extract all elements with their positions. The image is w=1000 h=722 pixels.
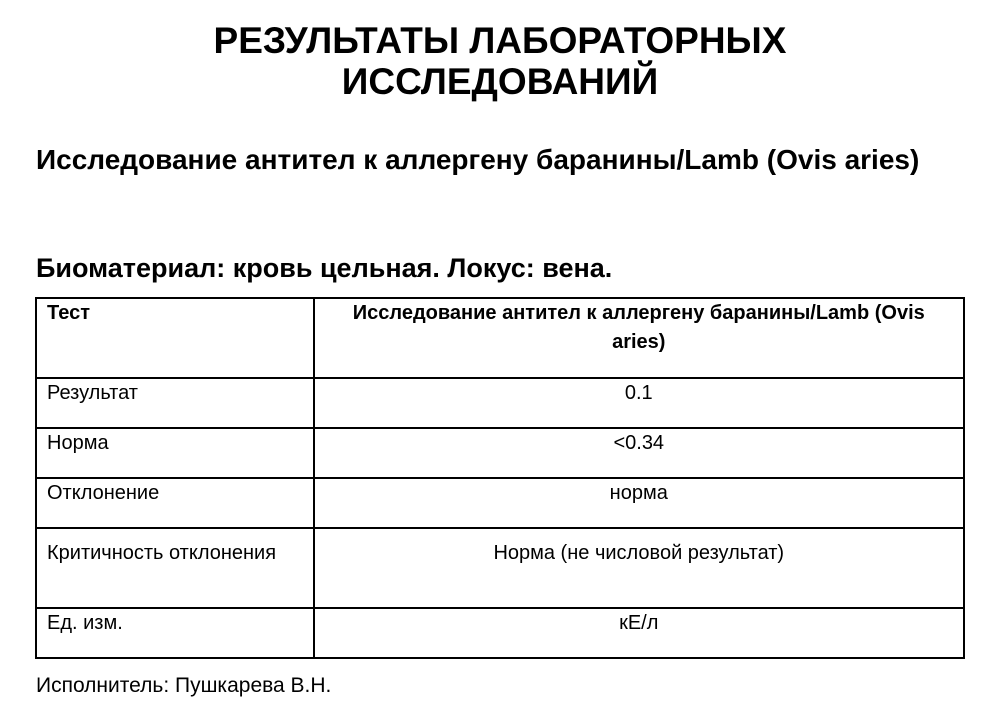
row-label: Результат: [36, 378, 314, 428]
study-title: Исследование антител к аллергену баранины/Lamb (Ovis aries): [36, 144, 920, 175]
table-header-row: [36, 298, 964, 378]
row-value: норма: [314, 478, 964, 528]
report-title-line-2: ИССЛЕДОВАНИЙ: [341, 61, 659, 102]
row-label: Ед. изм.: [36, 608, 314, 658]
report-title: [0, 20, 1000, 102]
header-test-name: Исследование антител к аллергену баранины/Lamb (Ovis aries): [314, 298, 964, 378]
results-table: [35, 297, 965, 659]
report-title-line-1: РЕЗУЛЬТАТЫ ЛАБОРАТОРНЫХ: [213, 20, 787, 61]
row-value: <0.34: [314, 428, 964, 478]
row-value: 0.1: [314, 378, 964, 428]
row-label: Отклонение: [36, 478, 314, 528]
performer-line: Исполнитель: Пушкарева В.Н.: [36, 674, 332, 697]
row-value: кЕ/л: [314, 608, 964, 658]
table-row-result: [36, 378, 964, 428]
biomaterial-line: Биоматериал: кровь цельная. Локус: вена.: [36, 253, 613, 283]
table-row-criticality: [36, 528, 964, 608]
row-label: Критичность отклонения: [36, 528, 314, 608]
table-row-deviation: [36, 478, 964, 528]
row-value: Норма (не числовой результат): [314, 528, 964, 608]
header-test-label: Тест: [36, 298, 314, 378]
row-label: Норма: [36, 428, 314, 478]
table-row-norm: [36, 428, 964, 478]
table-row-units: [36, 608, 964, 658]
